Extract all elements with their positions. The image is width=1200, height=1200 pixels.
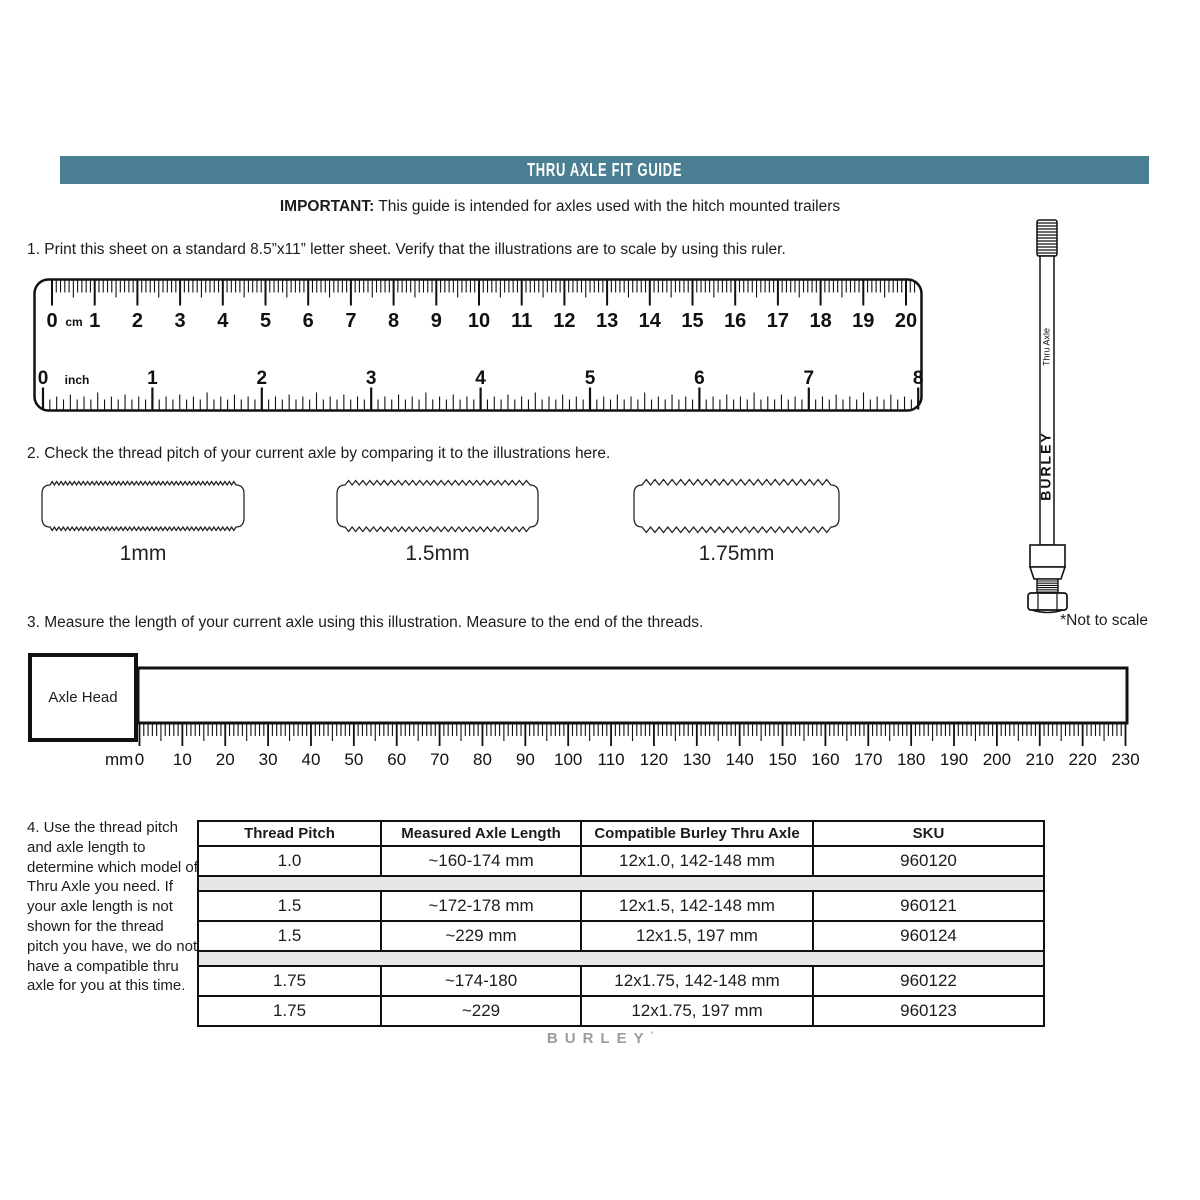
- table-row: [198, 996, 1044, 1026]
- svg-text:40: 40: [301, 750, 321, 769]
- column-header-2: Compatible Burley Thru Axle: [581, 821, 813, 846]
- separator-row: [198, 951, 1044, 966]
- separator-cell: [198, 951, 1044, 966]
- svg-text:100: 100: [554, 750, 583, 769]
- burley-logo-text: BURLEY: [546, 1030, 651, 1047]
- svg-text:4: 4: [217, 310, 229, 332]
- table-cell: 960120: [813, 846, 1044, 876]
- step-4-text: 4. Use the thread pitch and axle length to determine which model of Thru Axle you need. If your axle length is not shown for the thread pitch you have, we do not have a compatible thru axle for you at this time.: [27, 819, 198, 995]
- svg-text:120: 120: [639, 750, 669, 769]
- svg-text:180: 180: [896, 750, 926, 769]
- svg-text:6: 6: [302, 310, 314, 332]
- thread-pitch-drawing-1-5mm: [331, 478, 544, 534]
- svg-text:11: 11: [511, 310, 533, 332]
- svg-text:170: 170: [854, 750, 883, 769]
- axle-head-label: Axle Head: [48, 689, 118, 706]
- table-cell: 12x1.75, 197 mm: [581, 996, 813, 1026]
- table-cell: 12x1.75, 142-148 mm: [581, 966, 813, 996]
- thread-pitch-label-1mm: 1mm: [119, 542, 167, 565]
- thread-pitch-drawing-1-75mm: [628, 478, 845, 534]
- table-cell: 1.5: [198, 921, 381, 951]
- important-text: This guide is intended for axles used with the hitch mounted trailers: [374, 198, 841, 215]
- svg-text:130: 130: [682, 750, 711, 769]
- table-row: [198, 966, 1044, 996]
- important-note: [0, 198, 1120, 216]
- column-header-1: Measured Axle Length: [381, 821, 581, 846]
- fit-table-grid: [197, 820, 1045, 1027]
- table-cell: 960122: [813, 966, 1044, 996]
- svg-text:BURLEY: BURLEY: [1037, 431, 1054, 501]
- svg-text:5: 5: [584, 368, 596, 389]
- svg-text:0: 0: [134, 750, 145, 769]
- important-label: IMPORTANT:: [279, 198, 375, 215]
- table-cell: 12x1.5, 197 mm: [581, 921, 813, 951]
- svg-text:13: 13: [595, 310, 619, 332]
- table-cell: 12x1.5, 142-148 mm: [581, 891, 813, 921]
- thread-pitch-card-1mm: [36, 478, 250, 566]
- table-cell: 1.0: [198, 846, 381, 876]
- svg-text:140: 140: [725, 750, 754, 769]
- svg-text:7: 7: [803, 368, 815, 389]
- axle-length-ruler: [88, 658, 1150, 776]
- table-cell: 1.5: [198, 891, 381, 921]
- fit-table: [197, 820, 1045, 1027]
- step-2-text: 2. Check the thread pitch of your current axle by comparing it to the illustrations here.: [27, 445, 611, 462]
- svg-text:12: 12: [553, 310, 576, 332]
- svg-text:16: 16: [724, 310, 747, 332]
- svg-text:18: 18: [809, 310, 832, 332]
- svg-text:0: 0: [37, 368, 49, 389]
- table-cell: ~174-180: [381, 966, 581, 996]
- table-cell: ~229 mm: [381, 921, 581, 951]
- page-title: THRU AXLE FIT GUIDE: [526, 159, 683, 180]
- svg-text:7: 7: [345, 310, 357, 332]
- svg-text:90: 90: [515, 750, 535, 769]
- svg-text:110: 110: [597, 750, 625, 769]
- svg-text:6: 6: [694, 368, 705, 389]
- fit-table-header-row: [198, 821, 1044, 846]
- svg-text:20: 20: [215, 750, 235, 769]
- svg-text:10: 10: [172, 750, 192, 769]
- table-row: [198, 846, 1044, 876]
- svg-text:210: 210: [1025, 750, 1054, 769]
- svg-text:cm: cm: [65, 315, 83, 329]
- svg-text:4: 4: [475, 368, 486, 389]
- svg-text:70: 70: [430, 750, 450, 769]
- svg-text:14: 14: [638, 310, 661, 332]
- svg-text:19: 19: [852, 310, 875, 332]
- step-3-text: 3. Measure the length of your current axle using this illustration. Measure to the end of the threads.: [27, 614, 704, 631]
- title-bar: [60, 156, 1149, 184]
- svg-text:5: 5: [259, 310, 272, 332]
- burley-logo-mark: ’: [650, 1030, 654, 1040]
- svg-text:9: 9: [430, 310, 442, 332]
- thread-pitch-label-1-5mm: 1.5mm: [405, 542, 470, 565]
- print-ruler: [33, 278, 925, 414]
- svg-text:3: 3: [365, 368, 377, 389]
- svg-text:150: 150: [768, 750, 797, 769]
- svg-text:2: 2: [131, 310, 143, 332]
- svg-text:80: 80: [472, 750, 492, 769]
- column-header-0: Thread Pitch: [198, 821, 381, 846]
- svg-text:20: 20: [894, 310, 918, 332]
- fit-table-body: [198, 846, 1044, 1026]
- column-header-3: SKU: [813, 821, 1044, 846]
- svg-text:160: 160: [811, 750, 840, 769]
- svg-text:200: 200: [982, 750, 1012, 769]
- table-cell: 960123: [813, 996, 1044, 1026]
- table-cell: ~160-174 mm: [381, 846, 581, 876]
- table-cell: ~229: [381, 996, 581, 1026]
- separator-row: [198, 876, 1044, 891]
- not-to-scale-note: *Not to scale: [1060, 612, 1148, 629]
- svg-text:8: 8: [912, 368, 924, 389]
- svg-text:50: 50: [344, 750, 364, 769]
- table-cell: 1.75: [198, 996, 381, 1026]
- svg-text:mm: mm: [105, 750, 134, 769]
- svg-text:1: 1: [89, 310, 101, 332]
- svg-text:230: 230: [1111, 750, 1140, 769]
- thread-pitch-label-1-75mm: 1.75mm: [698, 542, 775, 565]
- thread-pitch-card-1-5mm: [331, 478, 544, 566]
- svg-text:0: 0: [46, 310, 58, 332]
- svg-text:15: 15: [681, 310, 704, 332]
- svg-text:inch: inch: [64, 373, 90, 387]
- svg-text:30: 30: [258, 750, 278, 769]
- table-cell: 1.75: [198, 966, 381, 996]
- table-row: [198, 891, 1044, 921]
- svg-text:10: 10: [467, 310, 491, 332]
- table-row: [198, 921, 1044, 951]
- svg-text:Thru Axle: Thru Axle: [1041, 327, 1052, 367]
- table-cell: 960124: [813, 921, 1044, 951]
- thread-pitch-card-1-75mm: [628, 478, 845, 566]
- svg-text:60: 60: [387, 750, 407, 769]
- burley-logo: [0, 1030, 1200, 1047]
- svg-text:17: 17: [766, 310, 790, 332]
- svg-text:190: 190: [939, 750, 969, 769]
- svg-text:2: 2: [256, 368, 268, 389]
- table-cell: 12x1.0, 142-148 mm: [581, 846, 813, 876]
- table-cell: 960121: [813, 891, 1044, 921]
- separator-cell: [198, 876, 1044, 891]
- thread-pitch-drawing-1mm: [36, 478, 250, 534]
- step-1-text: 1. Print this sheet on a standard 8.5”x11” letter sheet. Verify that the illustrations are to scale by using this ruler.: [27, 241, 786, 258]
- table-cell: ~172-178 mm: [381, 891, 581, 921]
- svg-text:220: 220: [1068, 750, 1097, 769]
- svg-text:3: 3: [174, 310, 186, 332]
- svg-text:8: 8: [388, 310, 400, 332]
- thru-axle-illustration: [1008, 213, 1158, 615]
- svg-text:1: 1: [147, 368, 158, 389]
